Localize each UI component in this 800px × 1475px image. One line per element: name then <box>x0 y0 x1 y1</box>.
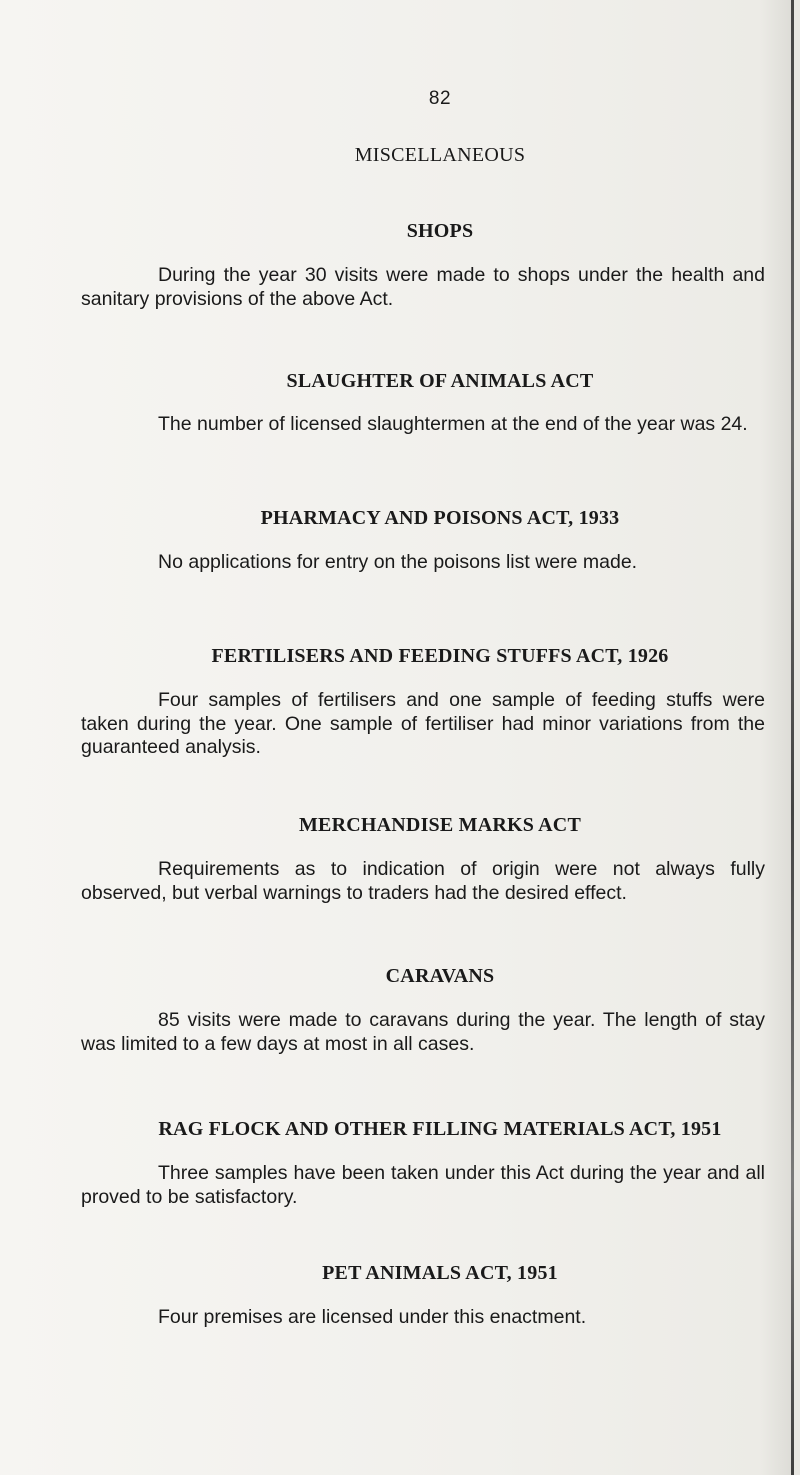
section-heading-pet-animals: PET ANIMALS ACT, 1951 <box>322 1262 558 1284</box>
section-heading-rag-flock: RAG FLOCK AND OTHER FILLING MATERIALS ACT, 1951 <box>158 1118 722 1140</box>
section-text-slaughter: The number of licensed slaughtermen at the end of the year was 24. <box>158 413 748 435</box>
section-text-merchandise: Requirements as to indication of origin were not always fully observed, but verbal warnings to traders had the desired effect. <box>81 858 765 904</box>
section-heading-slaughter: SLAUGHTER OF ANIMALS ACT <box>286 370 594 392</box>
section-text-rag-flock: Three samples have been taken under this Act during the year and all proved to be satisfactory. <box>81 1162 765 1208</box>
section-heading-merchandise: MERCHANDISE MARKS ACT <box>298 814 581 836</box>
section-text-pharmacy: No applications for entry on the poisons list were made. <box>158 551 638 573</box>
section-heading-fertilisers: FERTILISERS AND FEEDING STUFFS ACT, 1926 <box>211 645 669 667</box>
section-heading-shops: SHOPS <box>406 220 474 242</box>
section-text-fertilisers: Four samples of fertilisers and one sample of feeding stuffs were taken during the year. One sample of fertiliser had minor variations from the guaranteed analysis. <box>81 689 765 758</box>
section-heading-caravans: CARAVANS <box>385 965 495 987</box>
section-text-shops: During the year 30 visits were made to shops under the health and sanitary provisions of the above Act. <box>81 264 765 310</box>
section-text-caravans: 85 visits were made to caravans during the year. The length of stay was limited to a few days at most in all cases. <box>81 1009 765 1055</box>
section-heading-pharmacy: PHARMACY AND POISONS ACT, 1933 <box>260 507 620 529</box>
page-number: 82 <box>428 88 452 109</box>
page-title: MISCELLANEOUS <box>354 144 526 166</box>
section-text-pet-animals: Four premises are licensed under this enactment. <box>158 1306 587 1328</box>
